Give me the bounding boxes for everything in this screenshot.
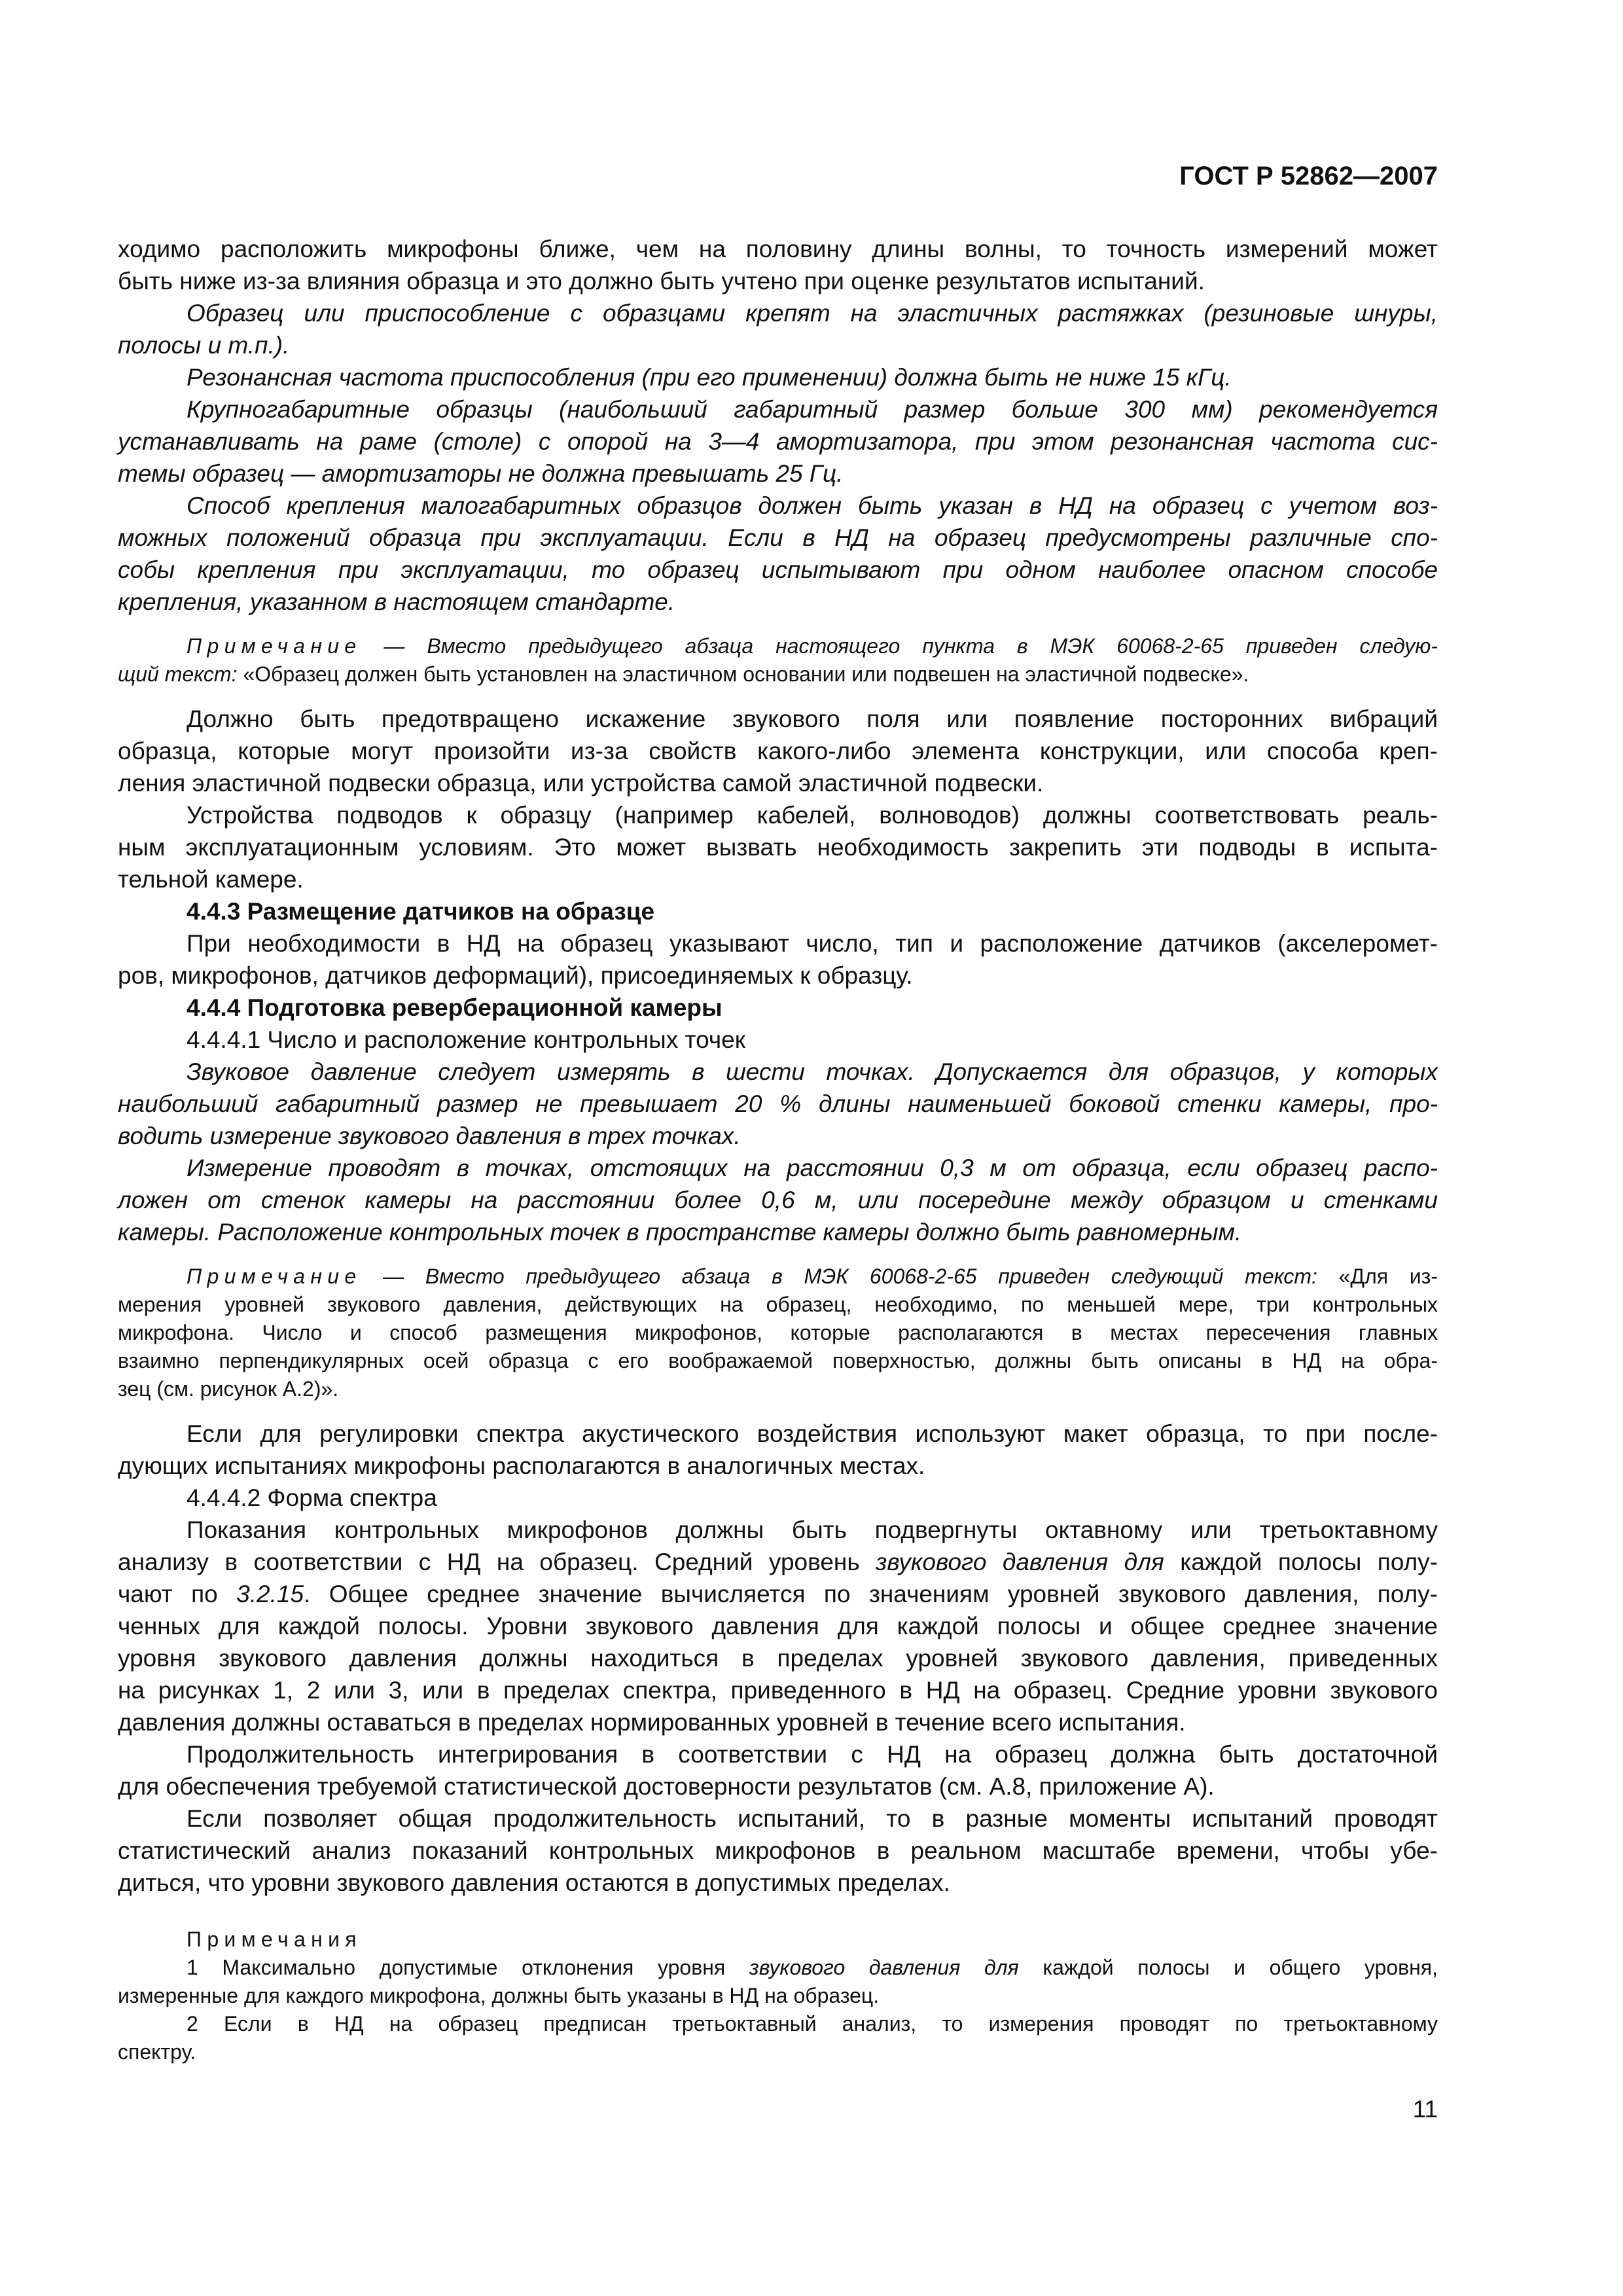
text-line xyxy=(118,1184,1438,1216)
text-line xyxy=(118,2010,1438,2038)
page-number: 11 xyxy=(1412,2096,1438,2123)
text-line xyxy=(118,1926,1438,1954)
text-run: Измерение проводят в точках, отстоящих на расстоянии 0,3 м от образца, если образец распо- xyxy=(187,1155,1438,1181)
text-line xyxy=(118,1216,1438,1248)
text-run: При необходимости в НД на образец указывают число, тип и расположение датчиков (акселеромет- xyxy=(187,930,1438,957)
text-run: диться, что уровни звукового давления остаются в допустимых пределах. xyxy=(118,1869,950,1896)
text-run: — Вместо предыдущего абзаца в МЭК 60068-2-65 приведен следующий текст: xyxy=(361,1265,1317,1288)
notes-heading xyxy=(118,1926,1438,1954)
text-line xyxy=(118,586,1438,618)
paragraph xyxy=(118,361,1438,393)
subsection-heading xyxy=(118,1024,1438,1056)
text-run: ложен от стенок камеры на расстоянии более 0,6 м, или посередине между образцом и стенками xyxy=(118,1187,1438,1213)
text-run: давления должны оставаться в пределах нормированных уровней в течение всего испытания. xyxy=(118,1709,1186,1736)
text-line xyxy=(118,1319,1438,1347)
text-run: можных положений образца при эксплуатации. Если в НД на образец предусмотрены различные спо- xyxy=(118,524,1438,551)
text-run: 4.4.4.1 Число и расположение контрольных точек xyxy=(187,1026,745,1053)
text-line xyxy=(118,457,1438,490)
document-body xyxy=(118,233,1438,2066)
text-line xyxy=(118,1770,1438,1803)
text-line xyxy=(118,863,1438,895)
text-run: 3.2.15 xyxy=(236,1581,304,1607)
subsection-heading xyxy=(118,1482,1438,1514)
paragraph xyxy=(118,1418,1438,1482)
text-line xyxy=(118,2038,1438,2066)
text-run: дующих испытаниях микрофоны располагаются в аналогичных местах. xyxy=(118,1452,925,1479)
text-run: Крупногабаритные образцы (наибольший габаритный размер больше 300 мм) рекомендуется xyxy=(187,396,1438,423)
text-line xyxy=(118,1291,1438,1319)
text-run: — Вместо предыдущего абзаца настоящего пункта в МЭК 60068-2-65 приведен следую- xyxy=(361,634,1438,658)
text-run: чают по xyxy=(118,1581,237,1607)
text-run: ным эксплуатационным условиям. Это может вызвать необходимость закрепить эти подводы в испыта- xyxy=(118,834,1438,861)
text-run: 4.4.4 Подготовка реверберационной камеры xyxy=(187,994,722,1021)
text-line xyxy=(118,1056,1438,1088)
text-run: каждой полосы и общего уровня, xyxy=(1018,1956,1438,1979)
text-line xyxy=(118,554,1438,586)
text-line xyxy=(118,1263,1438,1291)
text-line xyxy=(118,1674,1438,1706)
text-line xyxy=(118,1803,1438,1835)
text-run: «Образец должен быть установлен на эластичном основании или подвешен на эластичной подвеске». xyxy=(237,662,1249,686)
text-line xyxy=(118,1706,1438,1738)
text-run: полосы и т.п.). xyxy=(118,332,290,359)
text-run: камеры. Расположение контрольных точек в пространстве камеры должно быть равномерным. xyxy=(118,1219,1242,1246)
text-line xyxy=(118,1088,1438,1120)
text-line xyxy=(118,1514,1438,1546)
text-run: Примечание xyxy=(187,1265,362,1288)
text-line xyxy=(118,1120,1438,1152)
paragraph xyxy=(118,1152,1438,1248)
text-run: наибольший габаритный размер не превышает 20 % длины наименьшей боковой стенки камеры, про- xyxy=(118,1090,1438,1117)
paragraph xyxy=(118,233,1438,297)
text-line xyxy=(118,297,1438,329)
text-line xyxy=(118,703,1438,735)
text-line xyxy=(118,1347,1438,1375)
paragraph xyxy=(118,799,1438,895)
text-line xyxy=(118,927,1438,960)
text-line xyxy=(118,1450,1438,1482)
text-line xyxy=(118,1954,1438,1982)
text-line xyxy=(118,1867,1438,1899)
text-line xyxy=(118,1546,1438,1578)
text-run: крепления, указанном в настоящем стандарте. xyxy=(118,588,675,615)
text-run: 2 Если в НД на образец предписан третьоктавный анализ, то измерения проводят по третьоктавному xyxy=(187,2012,1438,2036)
text-run: для обеспечения требуемой статистической достоверности результатов (см. А.8, приложение А). xyxy=(118,1773,1215,1800)
text-run: Образец или приспособление с образцами крепят на эластичных растяжках (резиновые шнуры, xyxy=(187,300,1438,327)
paragraph xyxy=(118,490,1438,618)
text-line xyxy=(118,1835,1438,1867)
text-line xyxy=(118,1610,1438,1642)
text-line xyxy=(118,992,1438,1024)
text-run: 4.4.4.2 Форма спектра xyxy=(187,1484,437,1511)
text-run: взаимно перпендикулярных осей образца с его воображаемой поверхностью, должны быть описаны в НД на обра- xyxy=(118,1349,1438,1372)
text-run: статистический анализ показаний контрольных микрофонов в реальном масштабе времени, чтобы убе- xyxy=(118,1837,1438,1864)
text-run: Показания контрольных микрофонов должны быть подвергнуты октавному или третьоктавному xyxy=(187,1516,1438,1543)
paragraph xyxy=(118,1738,1438,1803)
text-line xyxy=(118,1418,1438,1450)
paragraph xyxy=(118,297,1438,361)
text-run: Звуковое давление следует измерять в шести точках. Допускается для образцов, у которых xyxy=(187,1058,1438,1085)
text-run: ров, микрофонов, датчиков деформаций), присоединяемых к образцу. xyxy=(118,962,913,989)
text-run: образца, которые могут произойти из-за свойств какого-либо элемента конструкции, или способа креп- xyxy=(118,738,1438,764)
text-line xyxy=(118,799,1438,831)
text-run: Если позволяет общая продолжительность испытаний, то в разные моменты испытаний проводят xyxy=(187,1805,1438,1832)
text-run: Примечания xyxy=(187,1928,362,1951)
note xyxy=(118,632,1438,689)
text-run: щий текст: xyxy=(118,662,238,686)
text-line xyxy=(118,632,1438,660)
text-line xyxy=(118,831,1438,863)
text-run: Должно быть предотвращено искажение звукового поля или появление посторонних вибраций xyxy=(187,706,1438,732)
text-line xyxy=(118,1578,1438,1610)
text-run: анализу в соответствии с НД на образец. Средний уровень xyxy=(118,1549,876,1575)
text-line xyxy=(118,425,1438,457)
text-line xyxy=(118,1152,1438,1184)
text-line xyxy=(118,1642,1438,1674)
section-heading xyxy=(118,992,1438,1024)
text-line xyxy=(118,361,1438,393)
text-run: . Общее среднее значение вычисляется по значениям уровней звукового давления, полу- xyxy=(304,1581,1438,1607)
text-run: Устройства подводов к образцу (например кабелей, волноводов) должны соответствовать реаль- xyxy=(187,802,1438,829)
text-run: темы образец — амортизаторы не должна превышать 25 Гц. xyxy=(118,460,844,487)
text-run: Если для регулировки спектра акустического воздействия используют макет образца, то при после- xyxy=(187,1420,1438,1447)
note-item xyxy=(118,2010,1438,2066)
text-run: собы крепления при эксплуатации, то образец испытывают при одном наиболее опасном способе xyxy=(118,556,1438,583)
paragraph xyxy=(118,703,1438,799)
paragraph xyxy=(118,927,1438,992)
text-line xyxy=(118,895,1438,927)
text-run: звукового давления для xyxy=(876,1549,1164,1575)
text-line xyxy=(118,767,1438,799)
note xyxy=(118,1263,1438,1403)
text-run: водить измерение звукового давления в трех точках. xyxy=(118,1122,741,1149)
text-run: 1 Максимально допустимые отклонения уровня xyxy=(187,1956,749,1979)
text-line xyxy=(118,1738,1438,1770)
text-line xyxy=(118,522,1438,554)
note-item xyxy=(118,1954,1438,2010)
text-run: зец (см. рисунок А.2)». xyxy=(118,1377,339,1401)
text-line xyxy=(118,1375,1438,1403)
text-run: 4.4.3 Размещение датчиков на образце xyxy=(187,898,655,925)
text-line xyxy=(118,233,1438,265)
text-run: спектру. xyxy=(118,2040,196,2064)
text-run: «Для из- xyxy=(1317,1265,1438,1288)
paragraph xyxy=(118,1803,1438,1899)
text-line xyxy=(118,1482,1438,1514)
text-run: Способ крепления малогабаритных образцов должен быть указан в НД на образец с учетом воз- xyxy=(187,492,1438,519)
paragraph xyxy=(118,1056,1438,1152)
text-run: ходимо расположить микрофоны ближе, чем на половину длины волны, то точность измерений может xyxy=(118,236,1438,262)
text-line xyxy=(118,329,1438,361)
text-run: ления эластичной подвески образца, или устройства самой эластичной подвески. xyxy=(118,770,1044,797)
text-run: Примечание xyxy=(187,634,362,658)
text-line xyxy=(118,660,1438,689)
text-run: устанавливать на раме (столе) с опорой на 3—4 амортизатора, при этом резонансная частота сис- xyxy=(118,428,1438,455)
text-line xyxy=(118,735,1438,767)
text-line xyxy=(118,960,1438,992)
text-run: Продолжительность интегрирования в соответствии с НД на образец должна быть достаточной xyxy=(187,1741,1438,1768)
document-designation: ГОСТ Р 52862—2007 xyxy=(1179,162,1438,190)
text-run: мерения уровней звукового давления, действующих на образец, необходимо, по меньшей мере, три контрольных xyxy=(118,1293,1438,1316)
text-run: звукового давления для xyxy=(749,1956,1019,1979)
text-run: Резонансная частота приспособления (при его применении) должна быть не ниже 15 кГц. xyxy=(187,364,1232,391)
section-heading xyxy=(118,895,1438,927)
paragraph xyxy=(118,393,1438,490)
text-run: каждой полосы полу- xyxy=(1164,1549,1438,1575)
text-run: уровня звукового давления должны находиться в пределах уровней звукового давления, приведенных xyxy=(118,1645,1438,1672)
text-run: ченных для каждой полосы. Уровни звукового давления для каждой полосы и общее среднее значение xyxy=(118,1613,1438,1640)
text-run: быть ниже из-за влияния образца и это должно быть учтено при оценке результатов испытаний. xyxy=(118,268,1205,295)
paragraph xyxy=(118,1514,1438,1738)
text-line xyxy=(118,393,1438,425)
text-line xyxy=(118,490,1438,522)
text-run: измеренные для каждого микрофона, должны быть указаны в НД на образец. xyxy=(118,1984,880,2007)
text-line xyxy=(118,1982,1438,2010)
text-line xyxy=(118,1024,1438,1056)
text-run: на рисунках 1, 2 или 3, или в пределах спектра, приведенного в НД на образец. Средние уровни звукового xyxy=(118,1677,1438,1704)
text-run: микрофона. Число и способ размещения микрофонов, которые располагаются в местах пересечения главных xyxy=(118,1321,1438,1344)
text-run: тельной камере. xyxy=(118,866,304,893)
text-line xyxy=(118,265,1438,297)
